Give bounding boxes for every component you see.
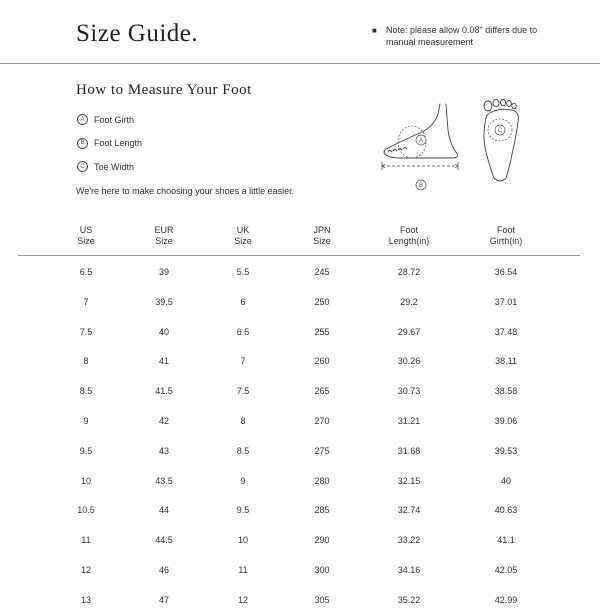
eur-size-cell: 47 — [158, 594, 170, 605]
size-table-body — [0, 255, 600, 613]
foot-girth-cell: 37.48 — [494, 326, 518, 337]
page-title: Size Guide. — [76, 20, 199, 47]
section-title: How to Measure Your Foot — [76, 82, 252, 98]
us-size-cell: 12 — [80, 564, 92, 575]
us-size-cell: 10.5 — [77, 505, 95, 516]
eur-size-cell: 41 — [158, 356, 170, 367]
foot-girth-cell: 38.11 — [495, 356, 517, 367]
uk-size-cell: 10 — [237, 535, 249, 546]
us-size-cell: 6.5 — [79, 267, 93, 277]
foot-sole-view-diagram — [472, 96, 532, 184]
legend-label: Toe Width — [94, 161, 135, 172]
jpn-size-cell: 300 — [314, 564, 330, 575]
measurement-note — [372, 25, 561, 48]
legend-item-toe-width — [76, 160, 142, 173]
foot-girth-cell: 40 — [500, 475, 512, 486]
circled-c-icon: C — [77, 161, 88, 172]
eur-size-cell: 39 — [158, 267, 170, 277]
us-size-cell: 7.5 — [79, 326, 93, 337]
jpn-size-cell: 280 — [314, 475, 330, 486]
table-row — [0, 553, 600, 583]
column-header-us-size: US Size — [77, 225, 95, 246]
legend-label: Foot Length — [94, 138, 143, 148]
size-table-header — [0, 225, 600, 251]
foot-girth-cell: 38.58 — [494, 386, 518, 397]
column-header-foot-girth: Foot Girth(in) — [489, 225, 523, 246]
table-row — [0, 434, 600, 464]
foot-length-cell: 32.15 — [397, 475, 421, 486]
foot-girth-cell: 40.63 — [494, 505, 518, 516]
foot-length-cell: 30.73 — [397, 386, 421, 397]
intro-text: We're here to make choosing your shoes a little easier. — [76, 186, 295, 196]
table-row — [0, 315, 600, 345]
uk-size-cell: 8 — [240, 415, 246, 426]
measurement-legend — [76, 113, 142, 184]
table-row — [0, 583, 600, 613]
uk-size-cell: 6.5 — [236, 326, 250, 337]
us-size-cell: 9.5 — [79, 445, 93, 456]
eur-size-cell: 39.5 — [155, 296, 173, 307]
uk-size-cell: 7.5 — [236, 386, 250, 397]
foot-length-cell: 30.26 — [397, 356, 421, 367]
uk-size-cell: 8.5 — [236, 445, 250, 456]
jpn-size-cell: 265 — [314, 386, 330, 397]
table-row — [0, 523, 600, 553]
eur-size-cell: 44.5 — [155, 535, 173, 546]
legend-label: Foot Girth — [94, 114, 135, 125]
length-marker-label: B — [418, 183, 424, 190]
uk-size-cell: 6 — [240, 296, 246, 307]
jpn-size-cell: 275 — [314, 445, 330, 456]
foot-length-cell: 35.22 — [397, 594, 421, 605]
foot-length-cell: 29.2 — [400, 296, 418, 307]
header-divider — [0, 63, 600, 64]
foot-side-view-diagram — [378, 100, 462, 196]
eur-size-cell: 40 — [158, 326, 170, 337]
eur-size-cell: 43 — [158, 445, 170, 456]
column-header-jpn-size: JPN Size — [313, 225, 331, 246]
jpn-size-cell: 305 — [314, 594, 330, 605]
foot-length-cell: 28.72 — [397, 267, 421, 277]
foot-length-cell: 34.16 — [397, 564, 421, 575]
eur-size-cell: 42 — [158, 415, 170, 426]
foot-length-cell: 31.21 — [397, 415, 421, 426]
uk-size-cell: 11 — [238, 564, 248, 575]
square-bullet-icon: ■ — [372, 26, 377, 35]
us-size-cell: 8.5 — [79, 386, 93, 397]
uk-size-cell: 9.5 — [236, 505, 250, 516]
table-row — [0, 404, 600, 434]
jpn-size-cell: 250 — [314, 296, 330, 307]
jpn-size-cell: 260 — [314, 356, 330, 367]
column-header-eur-size: EUR Size — [154, 225, 174, 246]
foot-girth-cell: 39.53 — [494, 445, 518, 456]
uk-size-cell: 5.5 — [236, 267, 250, 277]
table-row — [0, 344, 600, 374]
foot-length-cell: 33.22 — [397, 535, 421, 546]
jpn-size-cell: 270 — [314, 415, 330, 426]
column-header-uk-size: UK Size — [234, 225, 252, 246]
us-size-cell: 11 — [81, 535, 91, 546]
foot-length-cell: 29.67 — [397, 326, 421, 337]
uk-size-cell: 12 — [237, 594, 249, 605]
jpn-size-cell: 255 — [314, 326, 330, 337]
us-size-cell: 13 — [80, 594, 92, 605]
foot-girth-cell: 41.1 — [497, 535, 515, 546]
table-row — [0, 255, 600, 285]
jpn-size-cell: 245 — [314, 267, 330, 277]
uk-size-cell: 9 — [240, 475, 246, 486]
us-size-cell: 10 — [80, 475, 92, 486]
uk-size-cell: 7 — [240, 356, 246, 367]
table-row — [0, 285, 600, 315]
foot-length-cell: 32.74 — [397, 505, 421, 516]
table-row — [0, 493, 600, 523]
eur-size-cell: 44 — [158, 505, 170, 516]
circled-a-icon: A — [77, 114, 88, 125]
legend-item-foot-girth — [76, 113, 142, 126]
jpn-size-cell: 285 — [314, 505, 330, 516]
us-size-cell: 7 — [83, 296, 89, 307]
foot-girth-cell: 39.06 — [494, 415, 518, 426]
girth-marker-label: A — [418, 138, 424, 145]
jpn-size-cell: 290 — [314, 535, 330, 546]
column-header-foot-length: Foot Length(in) — [388, 225, 430, 246]
table-row — [0, 374, 600, 404]
toe-marker-label: C — [497, 128, 503, 135]
eur-size-cell: 46 — [158, 564, 170, 575]
us-size-cell: 8 — [83, 356, 89, 367]
eur-size-cell: 41.5 — [155, 386, 173, 397]
foot-girth-cell: 42.99 — [494, 594, 518, 605]
foot-girth-cell: 36.54 — [494, 267, 518, 277]
foot-length-cell: 31.68 — [397, 445, 421, 456]
circled-b-icon: B — [77, 138, 88, 149]
note-text: Note: please allow 0.08" differs due to manual measurement — [386, 25, 538, 47]
legend-item-foot-length — [76, 137, 142, 150]
eur-size-cell: 43.5 — [155, 475, 173, 486]
foot-girth-cell: 37.01 — [494, 296, 518, 307]
foot-girth-cell: 42.05 — [494, 564, 518, 575]
table-row — [0, 464, 600, 494]
us-size-cell: 9 — [83, 415, 89, 426]
